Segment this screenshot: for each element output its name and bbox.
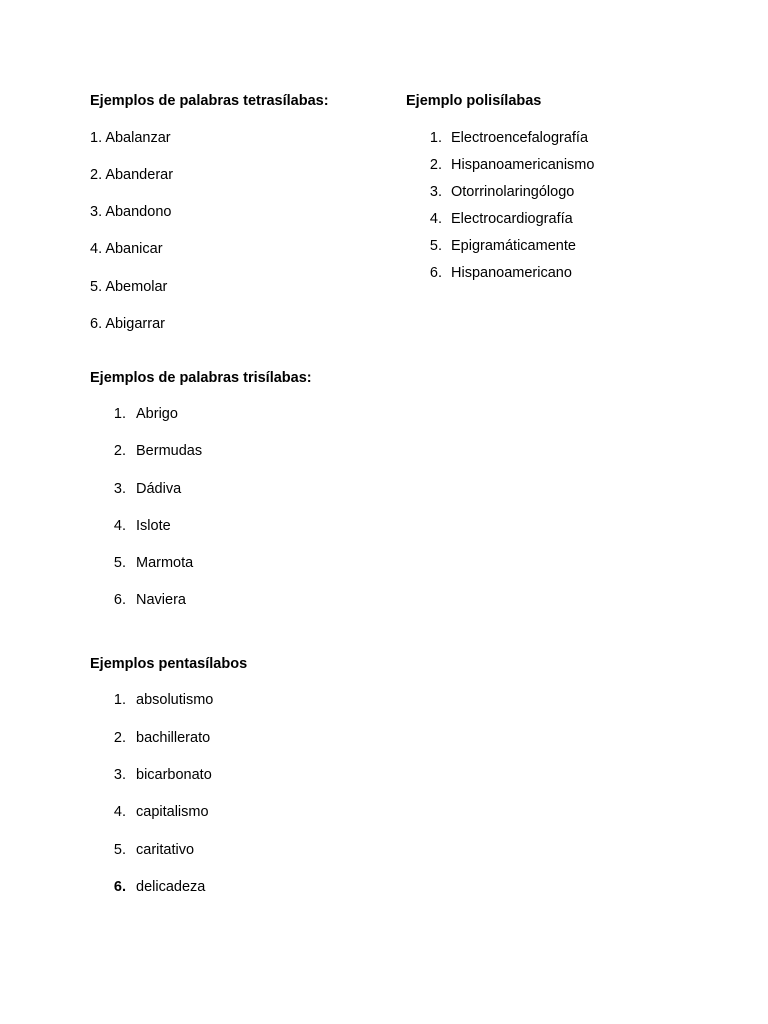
list-text: Naviera — [136, 592, 186, 608]
list-number: 2. — [113, 443, 126, 459]
list-number: 1. — [429, 130, 442, 146]
list-text: Epigramáticamente — [451, 238, 576, 254]
list-item: 2. Abanderar — [90, 167, 174, 183]
list-number: 3. — [113, 481, 126, 497]
list-number: 2. — [429, 157, 442, 173]
list-text: Electroencefalografía — [451, 130, 589, 146]
tetrasilabas-heading: Ejemplos de palabras tetrasílabas: — [90, 93, 329, 109]
list-number: 1. — [113, 692, 126, 708]
list-text: bachillerato — [136, 730, 211, 746]
list-number: 5. — [113, 842, 126, 858]
list-number: 2. — [113, 730, 126, 746]
list-text: absolutismo — [136, 692, 214, 708]
list-number: 6. — [429, 265, 442, 281]
list-text: Otorrinolaringólogo — [451, 184, 575, 200]
list-text: Hispanoamericano — [451, 265, 572, 281]
list-text: Marmota — [136, 555, 194, 571]
list-text: delicadeza — [136, 879, 206, 895]
list-text: caritativo — [136, 842, 195, 858]
list-item: 5. Abemolar — [90, 279, 168, 295]
list-number: 1. — [113, 406, 126, 422]
list-number: 3. — [113, 767, 126, 783]
list-number: 3. — [429, 184, 442, 200]
list-number: 6. — [113, 592, 126, 608]
polisilabas-heading: Ejemplo polisílabas — [406, 93, 542, 109]
list-number: 6. — [113, 879, 126, 895]
list-number: 4. — [113, 804, 126, 820]
list-item: 6. Abigarrar — [90, 316, 165, 332]
list-text: bicarbonato — [136, 767, 212, 783]
list-number: 4. — [113, 518, 126, 534]
list-text: capitalismo — [136, 804, 209, 820]
list-number: 4. — [429, 211, 442, 227]
list-text: Abrigo — [136, 406, 178, 422]
list-number: 5. — [429, 238, 442, 254]
list-text: Electrocardiografía — [451, 211, 573, 227]
list-item: 4. Abanicar — [90, 241, 163, 257]
list-item: 1. Abalanzar — [90, 130, 171, 146]
list-item: 3. Abandono — [90, 204, 172, 220]
list-text: Hispanoamericanismo — [451, 157, 595, 173]
trisilabas-heading: Ejemplos de palabras trisílabas: — [90, 370, 312, 386]
list-text: Islote — [136, 518, 171, 534]
list-number: 5. — [113, 555, 126, 571]
list-text: Dádiva — [136, 481, 182, 497]
list-text: Bermudas — [136, 443, 203, 459]
pentasilabos-heading: Ejemplos pentasílabos — [90, 656, 248, 672]
